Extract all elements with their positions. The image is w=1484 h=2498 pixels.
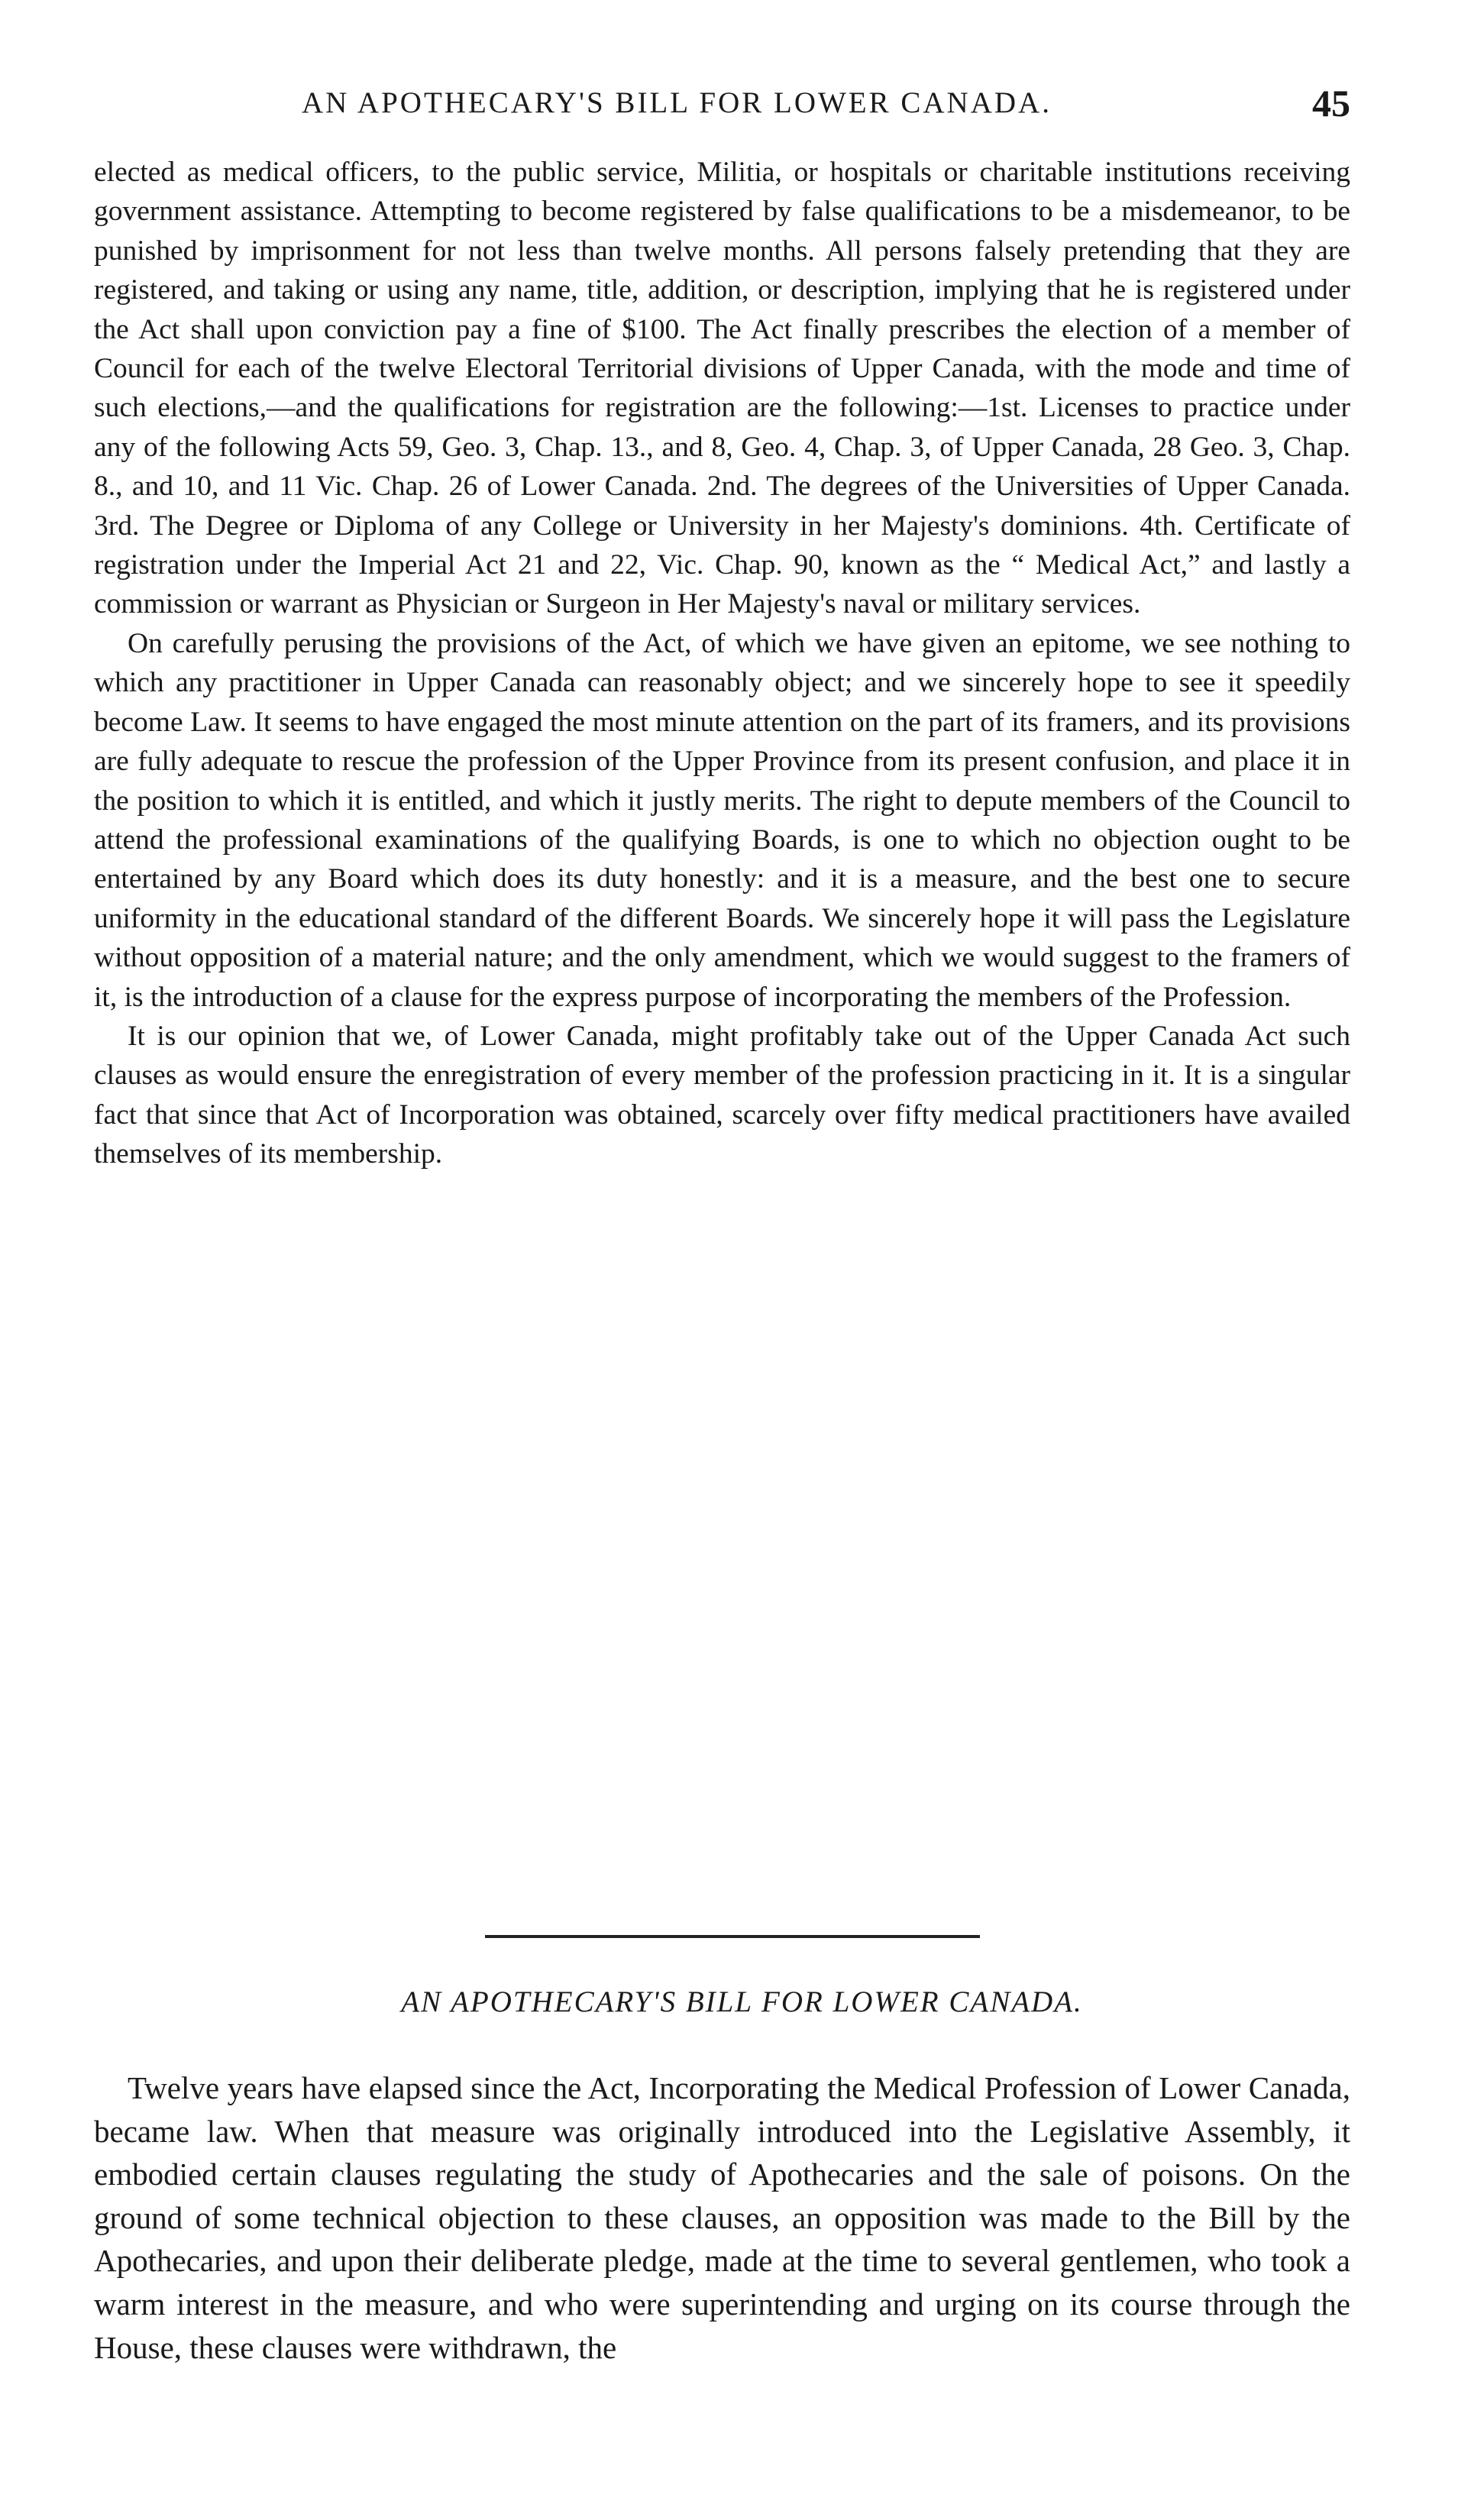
- paragraph: Twelve years have elapsed since the Act, Incorporating the Medical Profession of Lower Canada, became law. When that measure was originally introduced into the Legislative Assembly, it embodied certain clauses regulating the study of Apothecaries and the sale of poisons. On the ground of some technical objection to these clauses, an opposition was made to the Bill by the Apothecaries, and upon their deliberate pledge, made at the time to several gentlemen, who took a warm interest in the measure, and who were superintending and urging on its course through the House, these clauses were withdrawn, the: [94, 2070, 1350, 2365]
- paragraph: It is our opinion that we, of Lower Canada, might profitably take out of the Upper Canada Act such clauses as would ensure the enregistration of every member of the profession practicing in it. It is a singular fact that since that Act of Incorporation was obtained, scarcely over fifty medical practitioners have availed themselves of its membership.: [94, 1020, 1350, 1170]
- paragraph: On carefully perusing the provisions of the Act, of which we have given an epitome, we see nothing to which any practitioner in Upper Canada can reasonably object; and we sincerely hope to see it speedily become Law. It seems to have engaged the most minute attention on the part of its framers, and its provisions are fully adequate to rescue the profession of the Upper Province from its present confusion, and place it in the position to which it is entitled, and which it justly merits. The right to depute members of the Council to attend the professional examinations of the qualifying Boards, is one to which no objection ought to be entertained by any Board which does its duty honestly: and it is a measure, and the best one to secure uniformity in the educational standard of the different Boards. We sincerely hope it will pass the Legislature without opposition of a material nature; and the only amendment, which we would suggest to the framers of it, is the introduction of a clause for the express purpose of incorporating the members of the Profession.: [94, 627, 1350, 1013]
- section-title: AN APOTHECARY'S BILL FOR LOWER CANADA.: [401, 1985, 1083, 2018]
- article-continued-body: [94, 153, 1350, 1174]
- running-title: AN APOTHECARY'S BILL FOR LOWER CANADA.: [302, 86, 1052, 119]
- running-header: [92, 82, 1360, 139]
- page-number: 45: [1312, 82, 1350, 125]
- paragraph: elected as medical officers, to the public service, Militia, or hospitals or charitable institutions receiving government assistance. Attempting to become registered by false qualifications to be a misdemeanor, to be punished by imprisonment for not less than twelve months. All persons falsely pretending that they are registered, and taking or using any name, title, addition, or description, implying that he is registered under the Act shall upon conviction pay a fine of $100. The Act finally prescribes the election of a member of Council for each of the twelve Electoral Territorial divisions of Upper Canada, with the mode and time of such elections,—and the qualifications for registration are the following:—1st. Licenses to practice under any of the following Acts 59, Geo. 3, Chap. 13., and 8, Geo. 4, Chap. 3, of Upper Canada, 28 Geo. 3, Chap. 8., and 10, and 11 Vic. Chap. 26 of Lower Canada. 2nd. The degrees of the Universities of Upper Canada. 3rd. The Degree or Diploma of any College or University in her Majesty's dominions. 4th. Certificate of registration under the Imperial Act 21 and 22, Vic. Chap. 90, known as the “ Medical Act,” and lastly a commission or warrant as Physician or Surgeon in Her Majesty's naval or military services.: [94, 157, 1350, 620]
- article-body: [94, 2066, 1350, 2369]
- section-divider-rule: [485, 1935, 980, 1938]
